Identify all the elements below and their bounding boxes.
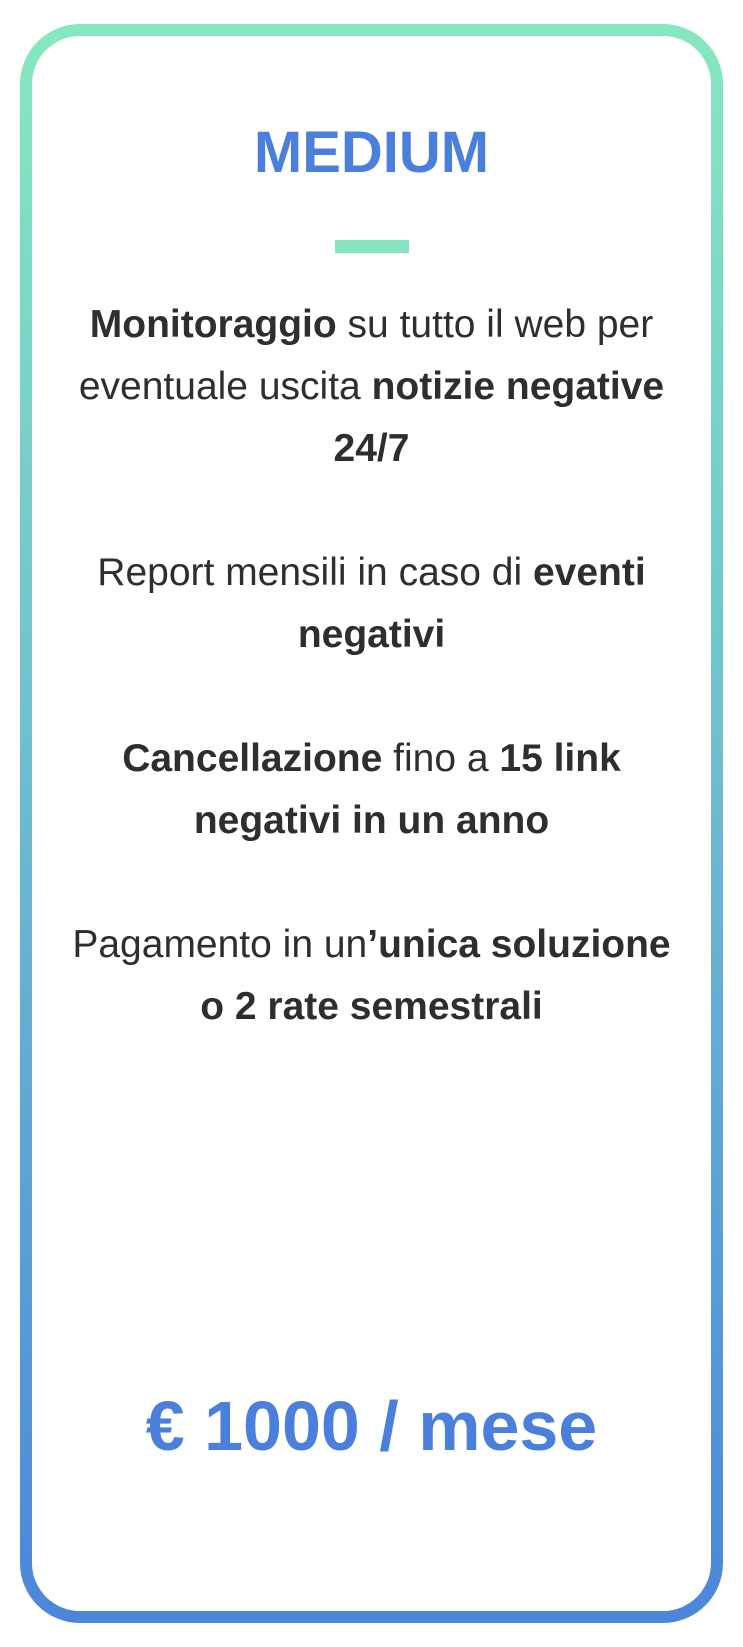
feature-text-bold: eventi negativi — [297, 551, 646, 656]
feature-text-bold: notizie negative 24/7 — [333, 365, 665, 470]
pricing-card — [32, 36, 711, 1611]
feature-text-bold: Monitoraggio — [89, 303, 337, 346]
plan-price: € 1000 / mese — [145, 1387, 598, 1465]
plan-title: MEDIUM — [253, 120, 490, 185]
feature-link-removal — [72, 728, 671, 852]
pricing-card-border — [20, 24, 723, 1623]
feature-monitoring — [72, 294, 671, 480]
feature-text-bold: 15 link negativi in un anno — [193, 737, 621, 842]
feature-payment — [72, 914, 671, 1038]
feature-text-bold: ’unica soluzione o 2 rate semestrali — [200, 923, 671, 1028]
feature-text: Pagamento in un — [72, 923, 368, 966]
feature-list — [72, 294, 671, 1100]
feature-text: su tutto il web per eventuale uscita — [78, 303, 654, 408]
feature-text-bold: Cancellazione — [122, 737, 383, 780]
feature-text: Report mensili in caso di — [97, 551, 533, 594]
feature-monthly-report — [72, 542, 671, 666]
title-divider — [335, 240, 409, 253]
feature-text: fino a — [382, 737, 500, 780]
